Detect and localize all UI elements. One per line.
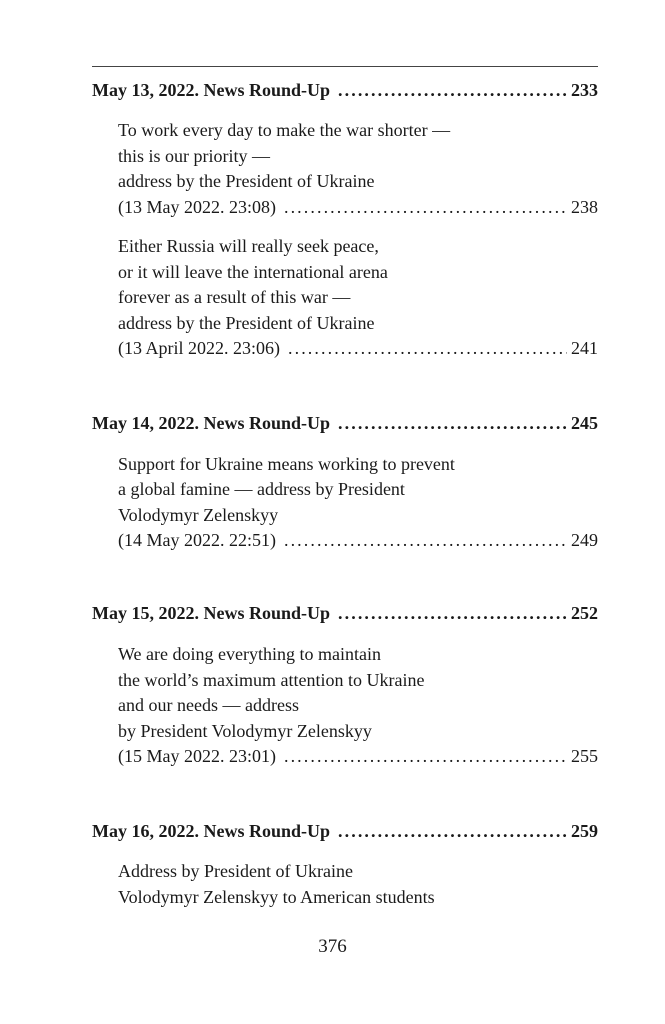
toc-entry-line: Volodymyr Zelenskyy to American students (118, 887, 435, 907)
dot-leader (288, 336, 567, 360)
entry-date: (13 May 2022. 23:08) (118, 197, 276, 217)
section-title: May 16, 2022. News Round-Up (92, 821, 331, 841)
toc-section-heading[interactable] (92, 601, 598, 625)
entry-date: (15 May 2022. 23:01) (118, 746, 276, 766)
toc-entry-last-line[interactable] (118, 336, 598, 360)
dot-leader (338, 601, 567, 625)
dot-leader (284, 528, 567, 552)
dot-leader (338, 411, 567, 435)
toc-entry-line: address by the President of Ukraine (118, 171, 375, 191)
dot-leader (284, 195, 567, 219)
toc-entry-line: by President Volodymyr Zelenskyy (118, 721, 372, 741)
toc-entry-last-line[interactable] (118, 744, 598, 768)
toc-section-heading[interactable] (92, 78, 598, 102)
section-title: May 15, 2022. News Round-Up (92, 603, 331, 623)
section-page-number: 259 (571, 821, 598, 841)
toc-entry-line: Address by President of Ukraine (118, 861, 353, 881)
toc-entry-line: forever as a result of this war — (118, 287, 351, 307)
toc-entry-line: a global famine — address by President (118, 479, 405, 499)
toc-section-heading[interactable] (92, 411, 598, 435)
toc-entry-line: Support for Ukraine means working to prevent (118, 454, 455, 474)
section-page-number: 252 (571, 603, 598, 623)
toc-entry-line: or it will leave the international arena (118, 262, 388, 282)
page-number: 376 (318, 936, 347, 957)
toc-entry-last-line[interactable] (118, 528, 598, 552)
entry-page-number: 238 (571, 197, 598, 217)
entry-page-number: 241 (571, 338, 598, 358)
toc-entry-last-line[interactable] (118, 195, 598, 219)
section-page-number: 233 (571, 80, 598, 100)
top-rule (92, 66, 598, 67)
toc-entry-line: this is our priority — (118, 146, 270, 166)
toc-entry-line: and our needs — address (118, 695, 299, 715)
toc-entry-line: Volodymyr Zelenskyy (118, 505, 279, 525)
dot-leader (284, 744, 567, 768)
section-page-number: 245 (571, 413, 598, 433)
toc-entry-line: address by the President of Ukraine (118, 313, 375, 333)
section-title: May 14, 2022. News Round-Up (92, 413, 331, 433)
entry-page-number: 255 (571, 746, 598, 766)
toc-entry-line: We are doing everything to maintain (118, 644, 381, 664)
entry-date: (14 May 2022. 22:51) (118, 530, 276, 550)
entry-date: (13 April 2022. 23:06) (118, 338, 280, 358)
toc-entry-line: To work every day to make the war shorter — (118, 120, 451, 140)
dot-leader (338, 819, 567, 843)
entry-page-number: 249 (571, 530, 598, 550)
toc-entry-line: the world’s maximum attention to Ukraine (118, 670, 425, 690)
toc-section-heading[interactable] (92, 819, 598, 843)
dot-leader (338, 78, 567, 102)
toc-entry-line: Either Russia will really seek peace, (118, 236, 379, 256)
section-title: May 13, 2022. News Round-Up (92, 80, 331, 100)
